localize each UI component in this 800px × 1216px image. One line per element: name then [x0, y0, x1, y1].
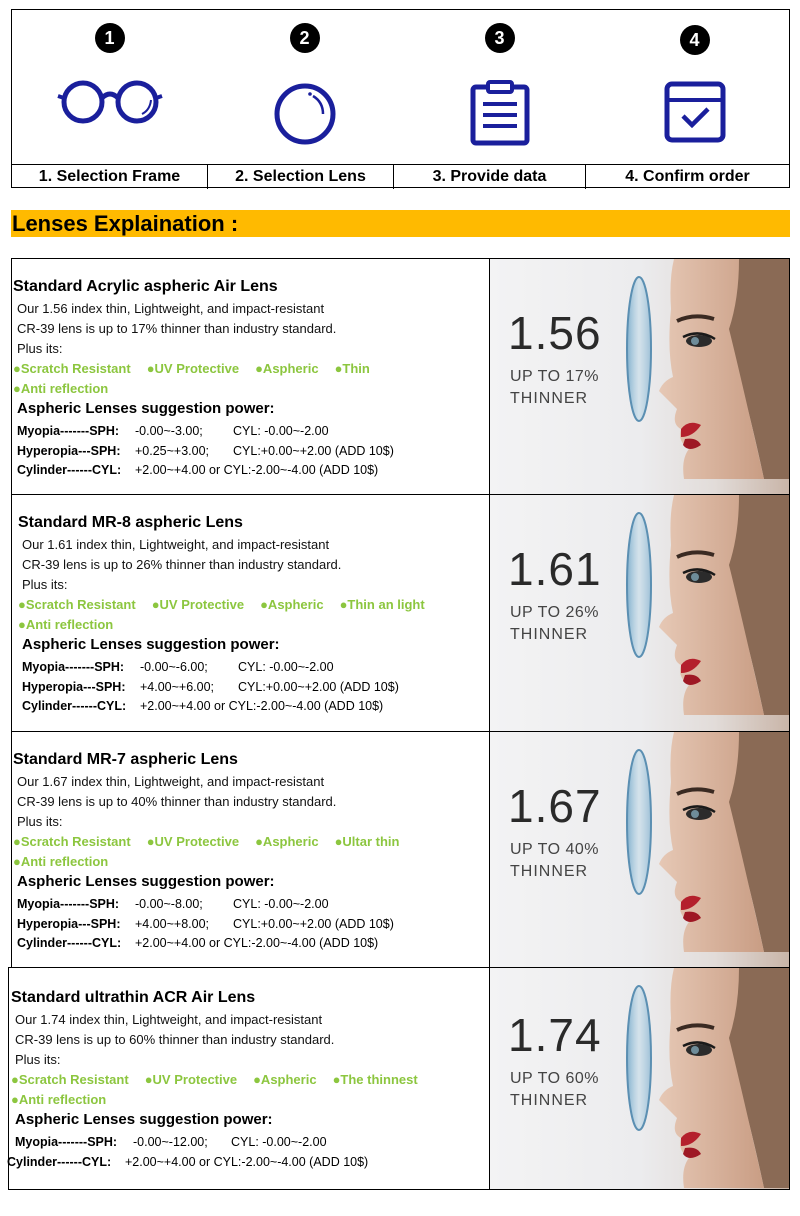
feature-anti-reflection: ●Anti reflection [13, 854, 109, 869]
lens-desc-2: CR-39 lens is up to 26% thinner than industry standard. [22, 557, 342, 572]
lens-features [18, 597, 441, 612]
lens-text [12, 732, 491, 967]
lens-features [13, 834, 415, 849]
power-label: Cylinder------CYL: [7, 1154, 112, 1169]
lens-desc-1: Our 1.74 index thin, Lightweight, and impact-resistant [15, 1012, 323, 1027]
lens-title: Standard MR-8 aspheric Lens [18, 514, 243, 531]
feature-aspheric: ●Aspheric [255, 834, 319, 849]
step-1 [12, 10, 207, 165]
step-label-4: 4. Confirm order [625, 168, 750, 185]
lens-thinner-label: THINNER [510, 862, 589, 880]
power-range: +4.00~+8.00; [135, 916, 210, 931]
power-label: Cylinder------CYL: [17, 936, 122, 950]
lens-text [12, 259, 491, 494]
power-range: -0.00~-3.00; [135, 424, 203, 438]
lens-plus: Plus its: [17, 341, 63, 356]
lens-desc-2: CR-39 lens is up to 60% thinner than industry standard. [15, 1032, 335, 1047]
step-2 [207, 10, 402, 165]
lens-thinner-percent: UP TO 17% [510, 367, 599, 385]
power-range: +2.00~+4.00 or CYL:-2.00~-4.00 (ADD 10$) [135, 936, 379, 950]
power-range: +0.25~+3.00; [135, 443, 210, 458]
power-label: Myopia-------SPH: [17, 424, 120, 438]
lens-index: 1.61 [508, 543, 602, 595]
lens-plus: Plus its: [15, 1052, 61, 1067]
power-label: Hyperopia---SPH: [17, 916, 121, 931]
feature-scratch: ●Scratch Resistant [13, 361, 131, 376]
power-range: +2.00~+4.00 or CYL:-2.00~-4.00 (ADD 10$) [140, 699, 384, 713]
feature-anti-reflection: ●Anti reflection [13, 381, 109, 396]
lens-desc-2: CR-39 lens is up to 40% thinner than industry standard. [17, 794, 337, 809]
power-row [7, 1155, 368, 1169]
power-cyl: CYL: -0.00~-2.00 [231, 1135, 327, 1149]
feature-aspheric: ●Aspheric [260, 597, 324, 612]
step-number: 2 [290, 23, 320, 53]
lens-power-heading: Aspheric Lenses suggestion power: [17, 873, 275, 890]
power-cyl: CYL:+0.00~+2.00 (ADD 10$) [233, 916, 394, 931]
lens-plus: Plus its: [17, 814, 63, 829]
lens-desc-1: Our 1.56 index thin, Lightweight, and impact-resistant [17, 301, 325, 316]
section-banner [11, 210, 790, 237]
feature-aspheric: ●Aspheric [253, 1072, 317, 1087]
step-label-1: 1. Selection Frame [12, 165, 208, 189]
power-row [22, 680, 399, 694]
lens-disc [627, 277, 651, 421]
step-label-3: 3. Provide data [394, 165, 586, 189]
order-steps [11, 9, 790, 188]
lens-photo [489, 968, 789, 1189]
step-4 [597, 10, 792, 165]
eye-iris [691, 810, 699, 818]
woman-profile-image [589, 495, 789, 731]
power-row [22, 660, 334, 674]
lens-title: Standard MR-7 aspheric Lens [13, 751, 238, 768]
lens-photo [489, 732, 789, 967]
lens-photo [489, 259, 789, 494]
lens-card-4 [8, 967, 790, 1190]
feature-uv: ●UV Protective [151, 597, 245, 612]
lens-power-heading: Aspheric Lenses suggestion power: [17, 400, 275, 417]
power-range: +2.00~+4.00 or CYL:-2.00~-4.00 (ADD 10$) [125, 1154, 369, 1169]
lens-desc-2: CR-39 lens is up to 17% thinner than industry standard. [17, 321, 337, 336]
power-range: +4.00~+6.00; [140, 679, 215, 694]
power-label: Cylinder------CYL: [17, 463, 122, 477]
eye-iris [691, 573, 699, 581]
power-label: Myopia-------SPH: [22, 660, 125, 674]
power-cyl: CYL: -0.00~-2.00 [233, 897, 329, 911]
lens-disc [627, 986, 651, 1130]
glasses-icon [56, 78, 164, 124]
power-row [17, 424, 329, 438]
feature-aspheric: ●Aspheric [255, 361, 319, 376]
lens-thinner-label: THINNER [510, 626, 589, 643]
document-icon [470, 80, 530, 146]
lens-thinner-percent: UP TO 60% [510, 1069, 599, 1087]
feature-uv: ●UV Protective [146, 361, 240, 376]
eye-iris [691, 337, 699, 345]
power-label: Hyperopia---SPH: [17, 443, 121, 458]
lens-icon [273, 82, 337, 146]
lens-features [13, 361, 386, 376]
power-range: -0.00~-8.00; [135, 897, 203, 911]
power-row [17, 897, 329, 911]
lens-disc [627, 750, 651, 894]
power-cyl: CYL: -0.00~-2.00 [233, 424, 329, 438]
feature-thin: ●Ultar thin [334, 834, 400, 849]
power-cyl: CYL:+0.00~+2.00 (ADD 10$) [238, 679, 399, 694]
lens-thinner-percent: UP TO 26% [510, 604, 599, 621]
feature-scratch: ●Scratch Resistant [13, 834, 131, 849]
eye-iris [691, 1046, 699, 1054]
lens-card-2 [11, 494, 790, 732]
lens-power-heading: Aspheric Lenses suggestion power: [22, 636, 280, 653]
lens-desc-1: Our 1.61 index thin, Lightweight, and impact-resistant [22, 537, 330, 552]
power-label: Hyperopia---SPH: [22, 679, 126, 694]
power-row [17, 936, 378, 950]
lens-text [9, 968, 488, 1189]
power-row [17, 917, 394, 931]
lens-thinner-label: THINNER [510, 389, 589, 407]
lens-features [11, 1072, 434, 1087]
step-number: 4 [680, 25, 710, 55]
feature-anti-reflection: ●Anti reflection [18, 617, 114, 632]
lens-title: Standard Acrylic aspheric Air Lens [13, 278, 278, 295]
power-cyl: CYL:+0.00~+2.00 (ADD 10$) [233, 443, 394, 458]
step-label-2: 2. Selection Lens [208, 165, 394, 189]
woman-profile-image [589, 732, 789, 967]
step-labels [12, 164, 789, 188]
lens-power-heading: Aspheric Lenses suggestion power: [15, 1111, 273, 1128]
lens-thinner-label: THINNER [510, 1091, 589, 1109]
lens-desc-1: Our 1.67 index thin, Lightweight, and impact-resistant [17, 774, 325, 789]
power-label: Cylinder------CYL: [22, 699, 127, 713]
power-range: +2.00~+4.00 or CYL:-2.00~-4.00 (ADD 10$) [135, 463, 379, 477]
step-number: 3 [485, 23, 515, 53]
feature-uv: ●UV Protective [144, 1072, 238, 1087]
feature-uv: ●UV Protective [146, 834, 240, 849]
feature-thin: ●Thin an light [339, 597, 425, 612]
power-row [15, 1135, 327, 1149]
lens-title: Standard ultrathin ACR Air Lens [11, 989, 256, 1006]
lens-card-1 [11, 258, 790, 495]
step-number: 1 [95, 23, 125, 53]
power-label: Myopia-------SPH: [15, 1135, 118, 1149]
lens-plus: Plus its: [22, 577, 68, 592]
power-range: -0.00~-12.00; [133, 1135, 208, 1149]
lens-index: 1.56 [508, 306, 602, 359]
power-cyl: CYL: -0.00~-2.00 [238, 660, 334, 674]
lens-text [12, 495, 491, 731]
woman-profile-image [589, 259, 789, 494]
lens-disc [627, 513, 651, 657]
lens-card-3 [11, 731, 790, 968]
power-label: Myopia-------SPH: [17, 897, 120, 911]
feature-anti-reflection: ●Anti reflection [11, 1092, 107, 1107]
power-row [22, 699, 383, 713]
step-3 [402, 10, 597, 165]
feature-thin: ●The thinnest [332, 1072, 418, 1087]
lens-photo [489, 495, 789, 731]
banner-title: Lenses Explaination : [12, 211, 239, 236]
feature-thin: ●Thin [334, 361, 370, 376]
lens-index: 1.74 [508, 1008, 602, 1061]
lens-thinner-percent: UP TO 40% [510, 840, 599, 858]
power-row [17, 463, 378, 477]
feature-scratch: ●Scratch Resistant [11, 1072, 129, 1087]
power-range: -0.00~-6.00; [140, 660, 208, 674]
lens-index: 1.67 [508, 779, 602, 832]
box-check-icon [663, 80, 727, 144]
feature-scratch: ●Scratch Resistant [18, 597, 136, 612]
power-row [17, 444, 394, 458]
woman-profile-image [589, 968, 789, 1189]
